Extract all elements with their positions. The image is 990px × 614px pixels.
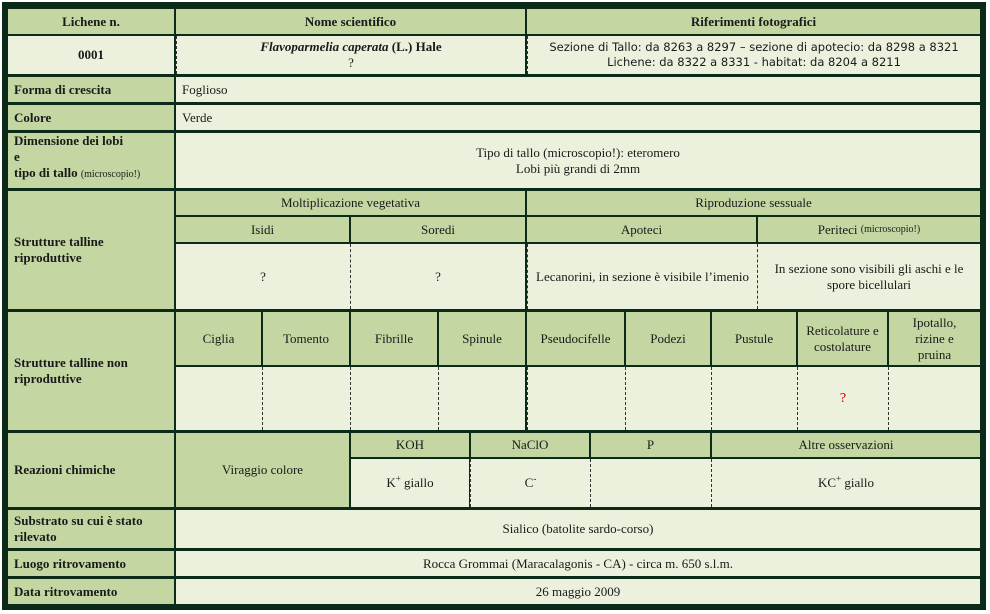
lichen-record-table: [2, 2, 986, 610]
value-forma-crescita: Foglioso: [176, 77, 980, 102]
label-substrato: Substrato su cui è stato rilevato: [8, 510, 174, 548]
photo-ref-line-1: Sezione di Tallo: da 8263 a 8297 – sezione di apotecio: da 8298 a 8321: [549, 40, 959, 54]
label-strutture-riproduttive: Strutture talline riproduttive: [8, 191, 174, 309]
photo-ref-line-2: Lichene: da 8322 a 8331 - habitat: da 8204 a 8211: [607, 55, 901, 69]
value-lobi: Lobi più grandi di 2mm: [515, 160, 641, 176]
value-apoteci: Lecanorini, in sezione è visibile l’imenio: [527, 244, 757, 309]
value-data: 26 maggio 2009: [176, 579, 980, 604]
species-author: (L.) Hale: [391, 39, 442, 54]
header-isidi: Isidi: [176, 217, 349, 242]
label-strutture-non-riproduttive: Strutture talline non riproduttive: [8, 312, 174, 430]
value-tipo-tallo: Tipo di tallo (microscopio!): eteromero: [476, 144, 680, 160]
label-dimensione-line3: tipo di tallo (microscopio!): [14, 165, 141, 180]
header-apoteci: Apoteci: [527, 217, 756, 242]
label-luogo: Luogo ritrovamento: [8, 551, 174, 576]
value-podezi: [625, 367, 711, 430]
label-dimensione-line2: e: [14, 149, 20, 164]
header-moltiplicazione: Moltiplicazione vegetativa: [176, 191, 525, 215]
value-isidi: ?: [176, 244, 350, 309]
label-dimensione: [8, 133, 174, 188]
value-colore: Verde: [176, 105, 980, 130]
header-periteci: Periteci (microscopio!): [758, 217, 980, 242]
header-altre-osservazioni: Altre osservazioni: [712, 433, 980, 457]
header-tomento: Tomento: [263, 312, 349, 365]
photo-references: [527, 36, 980, 74]
lichen-number: 0001: [8, 36, 174, 74]
value-pustule: [711, 367, 797, 430]
header-podezi: Podezi: [626, 312, 710, 365]
header-nome-scientifico: Nome scientifico: [176, 9, 525, 34]
header-riferimenti-fotografici: Riferimenti fotografici: [527, 9, 980, 34]
label-forma-crescita: Forma di crescita: [8, 77, 174, 102]
header-lichene-n: Lichene n.: [8, 9, 174, 34]
value-pseudocifelle: [527, 367, 625, 430]
value-altre-osservazioni: KC+ giallo: [711, 459, 980, 507]
value-naclo: C-: [470, 459, 590, 507]
header-ipotallo: Ipotallo, rizine e pruina: [889, 312, 980, 365]
value-reticolature: ?: [797, 367, 888, 430]
value-periteci: In sezione sono visibili gli aschi e le spore bicellulari: [757, 244, 980, 309]
label-data: Data ritrovamento: [8, 579, 174, 604]
value-substrato: Sialico (batolite sardo-corso): [176, 510, 980, 548]
label-viraggio-colore: Viraggio colore: [176, 433, 349, 507]
header-soredi: Soredi: [351, 217, 525, 242]
label-dimensione-line1: Dimensione dei lobi: [14, 133, 124, 148]
header-p: P: [591, 433, 710, 457]
header-naclo: NaClO: [471, 433, 589, 457]
header-reticolature: Reticolature e costolature: [798, 312, 887, 365]
species-genus: Flavoparmelia caperata: [260, 39, 389, 54]
header-ciglia: Ciglia: [176, 312, 261, 365]
header-pseudocifelle: Pseudocifelle: [527, 312, 624, 365]
value-p: [590, 459, 711, 507]
label-reazioni-chimiche: Reazioni chimiche: [8, 433, 174, 507]
value-ciglia: [176, 367, 262, 430]
scientific-name: [176, 36, 525, 74]
value-fibrille: [350, 367, 438, 430]
value-tomento: [262, 367, 350, 430]
header-koh: KOH: [351, 433, 469, 457]
header-pustule: Pustule: [712, 312, 796, 365]
value-spinule: [438, 367, 525, 430]
value-dimensione: [176, 133, 980, 188]
species-doubt: ?: [348, 55, 354, 70]
header-fibrille: Fibrille: [351, 312, 437, 365]
value-luogo: Rocca Grommai (Maracalagonis - CA) - circa m. 650 s.l.m.: [176, 551, 980, 576]
value-ipotallo: [888, 367, 980, 430]
value-soredi: ?: [350, 244, 525, 309]
label-colore: Colore: [8, 105, 174, 130]
header-spinule: Spinule: [439, 312, 525, 365]
header-riproduzione: Riproduzione sessuale: [527, 191, 980, 215]
value-koh: K+ giallo: [351, 459, 469, 507]
